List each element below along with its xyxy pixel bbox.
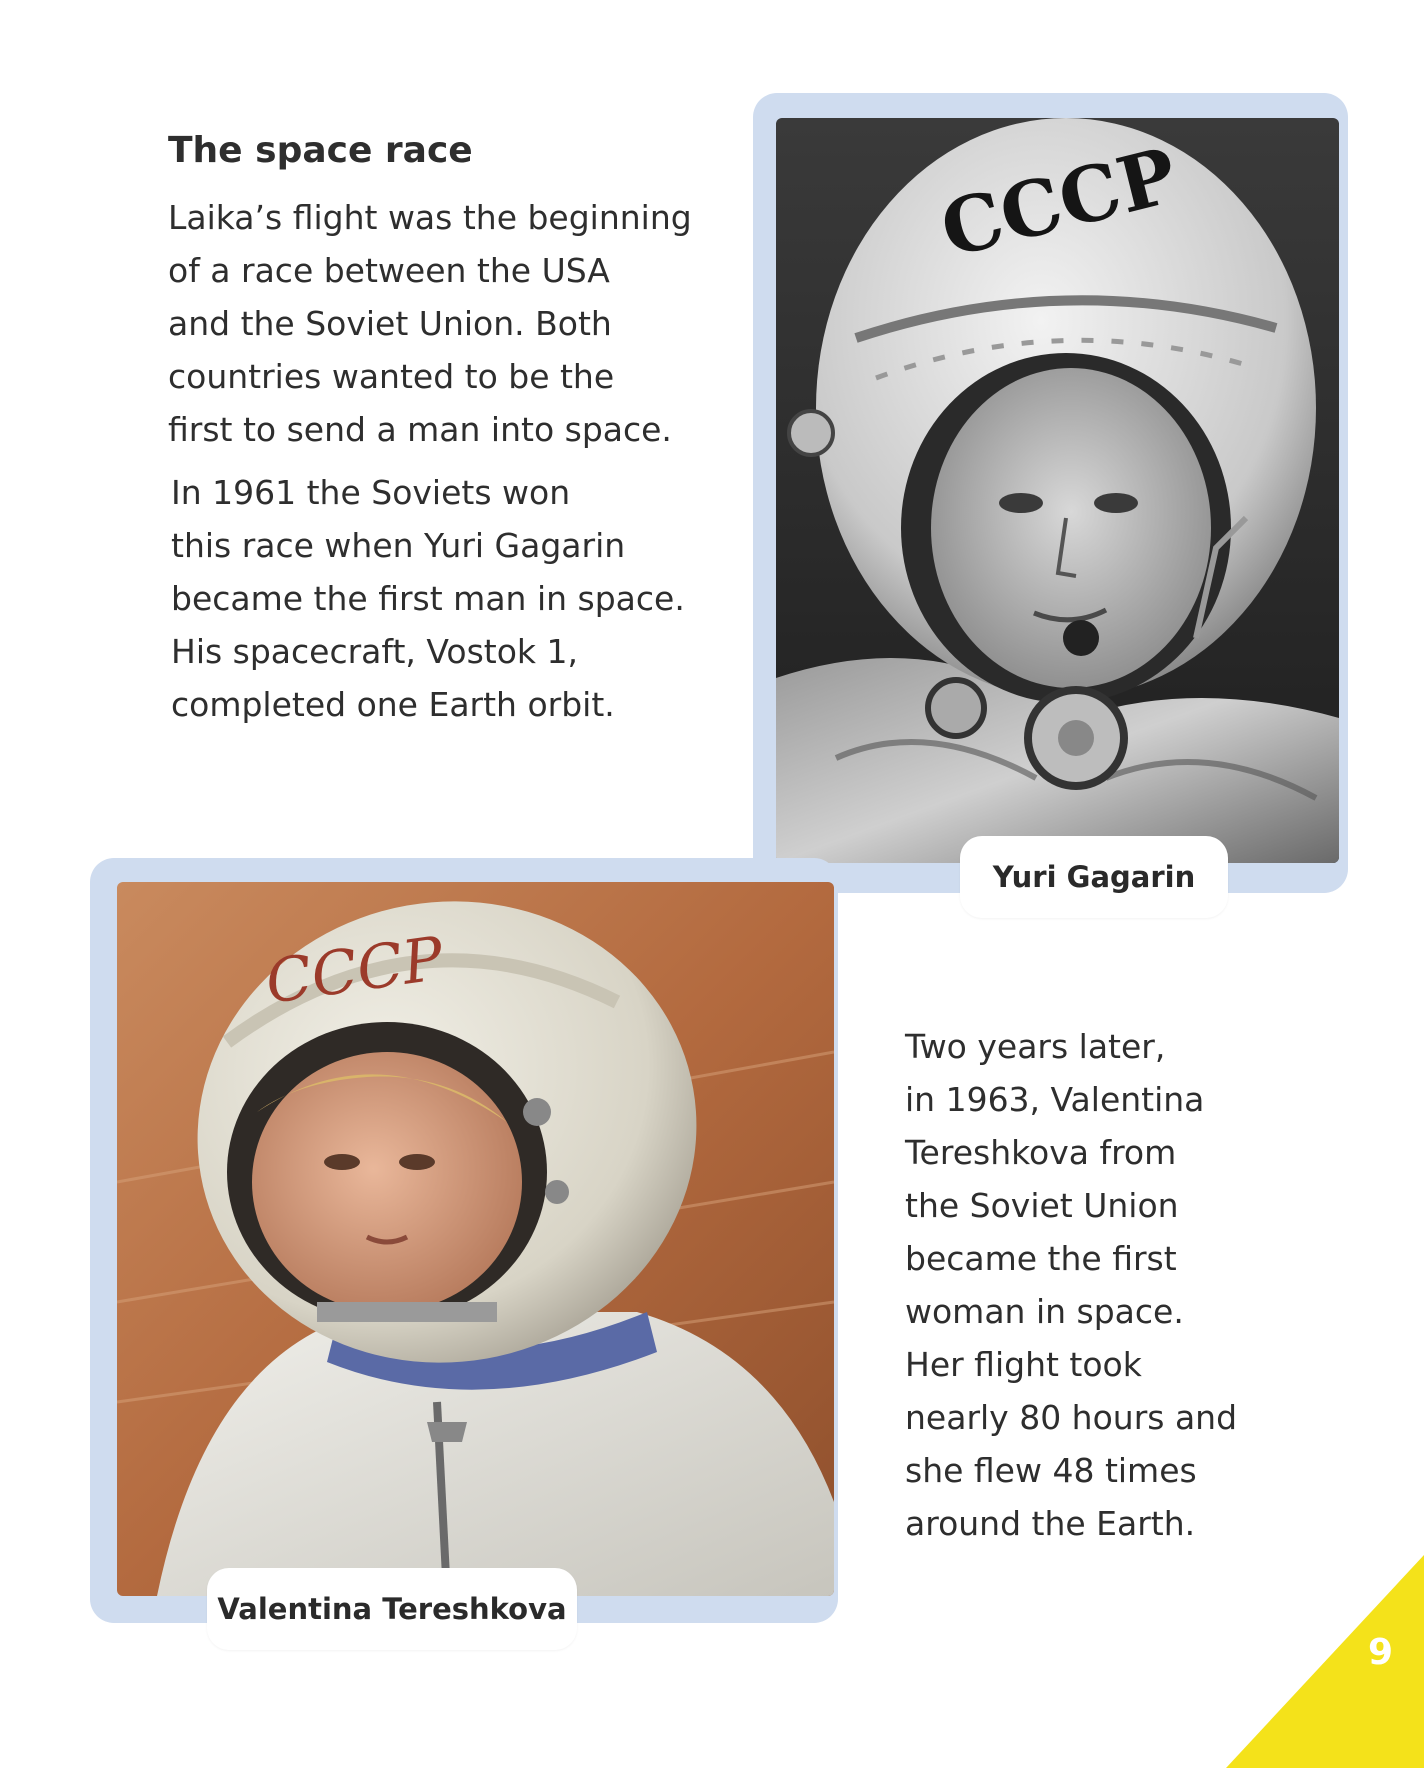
text-line: in 1963, Valentina — [905, 1080, 1205, 1119]
text-line: In 1961 the Soviets won — [171, 473, 571, 512]
section-heading: The space race — [168, 130, 473, 171]
caption-tereshkova: Valentina Tereshkova — [207, 1568, 577, 1650]
text-line: His spacecraft, Vostok 1, — [171, 632, 578, 671]
text-line: nearly 80 hours and — [905, 1398, 1238, 1437]
helmet-text: СССР — [261, 923, 448, 1018]
paragraph-laika — [168, 191, 692, 456]
page-number: 9 — [1368, 1632, 1394, 1673]
text-line: around the Earth. — [905, 1504, 1196, 1543]
text-line: completed one Earth orbit. — [171, 685, 615, 724]
caption-gagarin: Yuri Gagarin — [960, 836, 1228, 918]
text-line: Her flight took — [905, 1345, 1142, 1384]
text-line: Two years later, — [905, 1027, 1166, 1066]
helmet-text: СССР — [932, 130, 1186, 275]
text-line: Tereshkova from — [905, 1133, 1177, 1172]
text-line: countries wanted to be the — [168, 357, 615, 396]
text-line: this race when Yuri Gagarin — [171, 526, 626, 565]
text-line: and the Soviet Union. Both — [168, 304, 612, 343]
text-line: became the first — [905, 1239, 1177, 1278]
text-line: the Soviet Union — [905, 1186, 1179, 1225]
paragraph-tereshkova — [905, 1020, 1237, 1550]
text-line: first to send a man into space. — [168, 410, 672, 449]
text-line: became the first man in space. — [171, 579, 685, 618]
text-line: Laika’s flight was the beginning — [168, 198, 692, 237]
page-corner-triangle — [1226, 1555, 1424, 1768]
paragraph-gagarin — [171, 466, 685, 731]
text-line: of a race between the USA — [168, 251, 610, 290]
photo-valentina-tereshkova — [117, 882, 834, 1596]
text-line: woman in space. — [905, 1292, 1184, 1331]
photo-yuri-gagarin — [776, 118, 1339, 863]
text-line: she flew 48 times — [905, 1451, 1197, 1490]
